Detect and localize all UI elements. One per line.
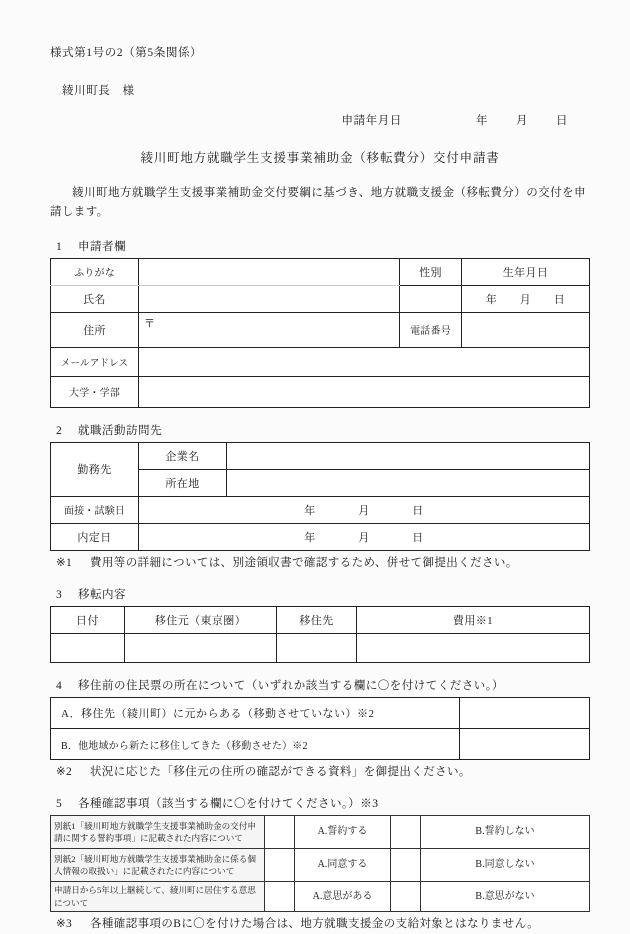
confirm-row-3-b-mark[interactable] <box>391 882 421 912</box>
input-gender[interactable] <box>400 285 462 312</box>
note-1-marker: ※1 <box>56 556 73 569</box>
input-furigana[interactable] <box>139 258 400 285</box>
table-row <box>51 258 590 285</box>
section3-heading <box>56 586 590 602</box>
table-row <box>51 496 590 523</box>
label-birthdate: 生年月日 <box>462 258 590 285</box>
confirm-row-2-option-a: A.同意する <box>295 849 391 882</box>
section4-number: 4 <box>56 680 63 693</box>
label-offer-date: 内定日 <box>51 523 139 550</box>
offer-year-unit: 年 <box>304 531 316 544</box>
section2-number: 2 <box>56 424 63 437</box>
month-unit: 月 <box>515 115 529 127</box>
relocation-table <box>50 606 590 663</box>
lead-text: 綾川町地方就職学生支援事業補助金交付要綱に基づき、地方就職支援金（移転費分）の交付を申請します。 <box>50 187 586 218</box>
label-phone: 電話番号 <box>400 312 462 347</box>
birth-day-unit: 日 <box>553 293 566 306</box>
interview-month-unit: 月 <box>358 504 370 517</box>
input-university[interactable] <box>139 376 590 407</box>
label-furigana: ふりがな <box>51 258 139 285</box>
note-2 <box>56 764 590 781</box>
table-row <box>51 442 590 469</box>
input-date[interactable] <box>51 634 125 663</box>
confirm-row-2-a-mark[interactable] <box>265 849 295 882</box>
section5-number: 5 <box>56 798 63 811</box>
note-3-text: 各種確認事項のBに〇を付けた場合は、地方就職支援金の支給対象とはなりません。 <box>90 918 540 931</box>
section4-heading <box>56 677 590 693</box>
day-unit: 日 <box>555 115 569 127</box>
label-location: 所在地 <box>139 469 227 496</box>
input-offer-date[interactable] <box>139 523 590 550</box>
label-gender: 性別 <box>400 258 462 285</box>
table-row <box>51 607 590 634</box>
label-address: 住所 <box>51 312 139 347</box>
input-email[interactable] <box>139 347 590 376</box>
form-number: 様式第1号の2（第5条関係） <box>50 47 203 59</box>
confirm-row-1-option-a: A.誓約する <box>295 816 391 849</box>
column-header-cost: 費用※1 <box>357 607 590 634</box>
confirm-row-3-option-a: A.意思がある <box>295 882 391 912</box>
application-date-label: 申請年月日 <box>341 115 402 127</box>
section1-title: 申請者欄 <box>78 240 126 253</box>
note-2-marker: ※2 <box>56 766 73 779</box>
section5-title: 各種確認事項（該当する欄に〇を付けてください。）※3 <box>78 798 379 811</box>
column-header-date: 日付 <box>51 607 125 634</box>
job-visit-table <box>50 442 590 551</box>
addressee: 綾川町長 様 <box>62 85 135 97</box>
residence-certificate-table <box>50 697 590 760</box>
section1-heading <box>56 238 590 254</box>
offer-month-unit: 月 <box>358 531 370 544</box>
input-cost[interactable] <box>357 634 590 663</box>
confirm-row-2-option-b: B.同意しない <box>421 849 590 882</box>
label-interview-date: 面接・試験日 <box>51 496 139 523</box>
label-university: 大学・学部 <box>51 376 139 407</box>
interview-year-unit: 年 <box>304 504 316 517</box>
option-a-mark-cell[interactable] <box>460 698 590 729</box>
table-row <box>51 816 590 849</box>
table-row <box>51 347 590 376</box>
document-title: 綾川町地方就職学生支援事業補助金（移転費分）交付申請書 <box>140 151 500 165</box>
table-row <box>51 634 590 663</box>
input-name[interactable] <box>139 285 400 312</box>
label-workplace: 勤務先 <box>51 442 139 496</box>
confirm-row-1-a-mark[interactable] <box>265 816 295 849</box>
label-name: 氏名 <box>51 285 139 312</box>
input-birthdate[interactable] <box>462 285 590 312</box>
table-row <box>51 849 590 882</box>
option-a-label: A．移住先（綾川町）に元からある（移動させていない）※2 <box>51 698 460 729</box>
confirm-row-2-description: 別紙2「綾川町地方就職学生支援事業補助金に係る個人情報の取扱い」に記載されたに内容について <box>51 849 265 882</box>
label-company-name: 企業名 <box>139 442 227 469</box>
table-row <box>51 285 590 312</box>
birth-year-unit: 年 <box>485 293 498 306</box>
table-row <box>51 312 590 347</box>
offer-day-unit: 日 <box>412 531 424 544</box>
section4-title: 移住前の住民票の所在について（いずれか該当する欄に〇を付けてください。） <box>78 680 505 693</box>
applicant-table <box>50 258 590 408</box>
table-row <box>51 882 590 912</box>
column-header-destination: 移住先 <box>277 607 357 634</box>
confirm-row-1-description: 別紙1「綾川町地方就職学生支援事業補助金の交付申請に関する誓約事項」に記載された内容について <box>51 816 265 849</box>
option-b-label: B．他地域から新たに移住してきた（移動させた）※2 <box>51 729 460 760</box>
input-address[interactable] <box>139 312 400 347</box>
label-email: メールアドレス <box>51 347 139 376</box>
confirm-row-3-a-mark[interactable] <box>265 882 295 912</box>
confirm-row-3-description: 申請日から5年以上継続して、綾川町に居住する意思について <box>51 882 265 912</box>
section2-title: 就職活動訪問先 <box>78 424 162 437</box>
section2-heading <box>56 422 590 438</box>
section5-heading <box>56 795 590 811</box>
confirm-row-1-b-mark[interactable] <box>391 816 421 849</box>
confirm-row-1-option-b: B.誓約しない <box>421 816 590 849</box>
column-header-origin: 移住元（東京圏） <box>125 607 277 634</box>
input-phone[interactable] <box>462 312 590 347</box>
note-2-text: 状況に応じた「移住元の住所の確認ができる資料」を御提出ください。 <box>90 766 471 779</box>
table-row <box>51 698 590 729</box>
confirm-row-3-option-b: B.意思がない <box>421 882 590 912</box>
application-date-line <box>50 112 582 128</box>
confirm-row-2-b-mark[interactable] <box>391 849 421 882</box>
confirmation-table <box>50 815 590 912</box>
note-3 <box>56 916 590 933</box>
birth-month-unit: 月 <box>519 293 532 306</box>
interview-day-unit: 日 <box>412 504 424 517</box>
table-row <box>51 523 590 550</box>
note-1-text: 費用等の詳細については、別途領収書で確認するため、併せて御提出ください。 <box>90 556 518 569</box>
input-origin[interactable] <box>125 634 277 663</box>
note-3-marker: ※3 <box>56 918 73 931</box>
input-destination[interactable] <box>277 634 357 663</box>
section3-title: 移転内容 <box>78 589 126 602</box>
input-interview-date[interactable] <box>139 496 590 523</box>
year-unit: 年 <box>475 115 489 127</box>
postal-mark: 〒 <box>144 317 156 330</box>
section1-number: 1 <box>56 240 63 253</box>
input-company-name[interactable] <box>227 442 590 469</box>
section3-number: 3 <box>56 589 63 602</box>
lead-paragraph <box>50 184 586 222</box>
table-row <box>51 729 590 760</box>
input-location[interactable] <box>227 469 590 496</box>
table-row <box>51 376 590 407</box>
note-1 <box>56 555 590 572</box>
option-b-mark-cell[interactable] <box>460 729 590 760</box>
